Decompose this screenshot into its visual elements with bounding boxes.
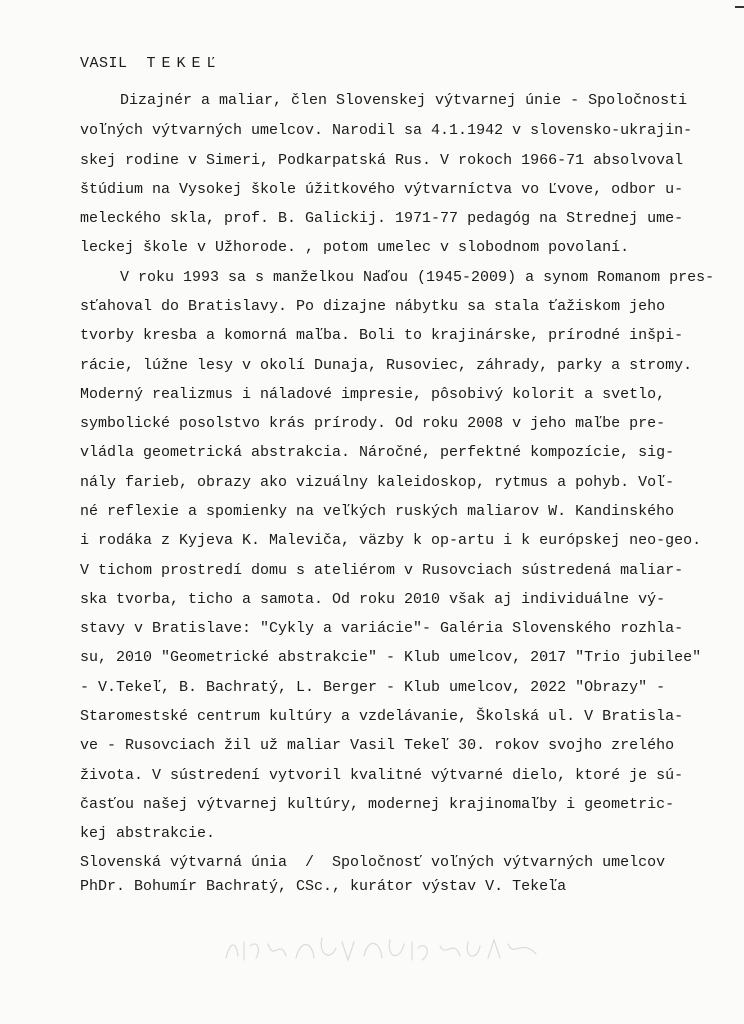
signature-author: PhDr. Bohumír Bachratý, CSc., kurátor výstav V. Tekeľa <box>80 878 567 895</box>
body-line: tvorby kresba a komorná maľba. Boli to krajinárske, prírodné inšpi- <box>80 327 684 344</box>
body-line: sťahoval do Bratislavy. Po dizajne nábytku sa stala ťažiskom jeho <box>80 298 666 315</box>
body-line: meleckého skla, prof. B. Galickij. 1971-77 pedagóg na Strednej ume- <box>80 210 684 227</box>
body-line: i rodáka z Kyjeva K. Maleviča, väzby k op-artu i k európskej neo-geo. <box>80 532 702 549</box>
body-line: ve - Rusovciach žil už maliar Vasil Tekeľ 30. rokov svojho zrelého <box>80 737 675 754</box>
body-line: su, 2010 "Geometrické abstrakcie" - Klub umelcov, 2017 "Trio jubilee" <box>80 649 702 666</box>
body-line: symbolické posolstvo krás prírody. Od roku 2008 v jeho maľbe pre- <box>80 415 666 432</box>
body-line: stavy v Bratislave: "Cykly a variácie"- Galéria Slovenského rozhla- <box>80 620 684 637</box>
body-line: skej rodine v Simeri, Podkarpatská Rus. V rokoch 1966-71 absolvoval <box>80 152 684 169</box>
body-line: štúdium na Vysokej škole úžitkového výtvarníctva vo Ľvove, odbor u- <box>80 181 684 198</box>
title-last-name: TEKEĽ <box>146 55 222 72</box>
corner-mark <box>735 6 744 8</box>
body-line: V tichom prostredí domu s ateliérom v Rusovciach sústredená maliar- <box>80 562 684 579</box>
body-line: V roku 1993 sa s manželkou Naďou (1945-2009) a synom Romanom pres- <box>120 269 715 286</box>
body-line: - V.Tekeľ, B. Bachratý, L. Berger - Klub umelcov, 2022 "Obrazy" - <box>80 679 666 696</box>
faint-handwritten-pencil-note <box>222 928 542 972</box>
body-line: života. V sústredení vytvoril kvalitné výtvarné dielo, ktoré je sú- <box>80 767 684 784</box>
body-line: ska tvorba, ticho a samota. Od roku 2010 však aj individuálne vý- <box>80 591 666 608</box>
body-line: voľných výtvarných umelcov. Narodil sa 4.1.1942 v slovensko-ukrajin- <box>80 122 693 139</box>
body-line: Moderný realizmus i náladové impresie, pôsobivý kolorit a svetlo, <box>80 386 666 403</box>
body-line: nály farieb, obrazy ako vizuálny kaleidoskop, rytmus a pohyb. Voľ- <box>80 474 675 491</box>
body-line: leckej škole v Užhorode. , potom umelec v slobodnom povolaní. <box>80 239 630 256</box>
body-line: časťou našej výtvarnej kultúry, modernej krajinomaľby i geometric- <box>80 796 675 813</box>
body-line: Staromestské centrum kultúry a vzdelávanie, Školská ul. V Bratisla- <box>80 708 684 725</box>
body-line: Dizajnér a maliar, člen Slovenskej výtvarnej únie - Spoločnosti <box>120 92 688 109</box>
body-line: kej abstrakcie. <box>80 825 216 842</box>
title-first-name: VASIL <box>80 55 128 72</box>
body-line: vládla geometrická abstrakcia. Náročné, perfektné kompozície, sig- <box>80 444 675 461</box>
body-line: né reflexie a spomienky na veľkých ruských maliarov W. Kandinského <box>80 503 675 520</box>
document-title <box>80 55 222 72</box>
signature-organization: Slovenská výtvarná únia / Spoločnosť voľných výtvarných umelcov <box>80 854 666 871</box>
body-line: rácie, lúžne lesy v okolí Dunaja, Rusoviec, záhrady, parky a stromy. <box>80 357 693 374</box>
